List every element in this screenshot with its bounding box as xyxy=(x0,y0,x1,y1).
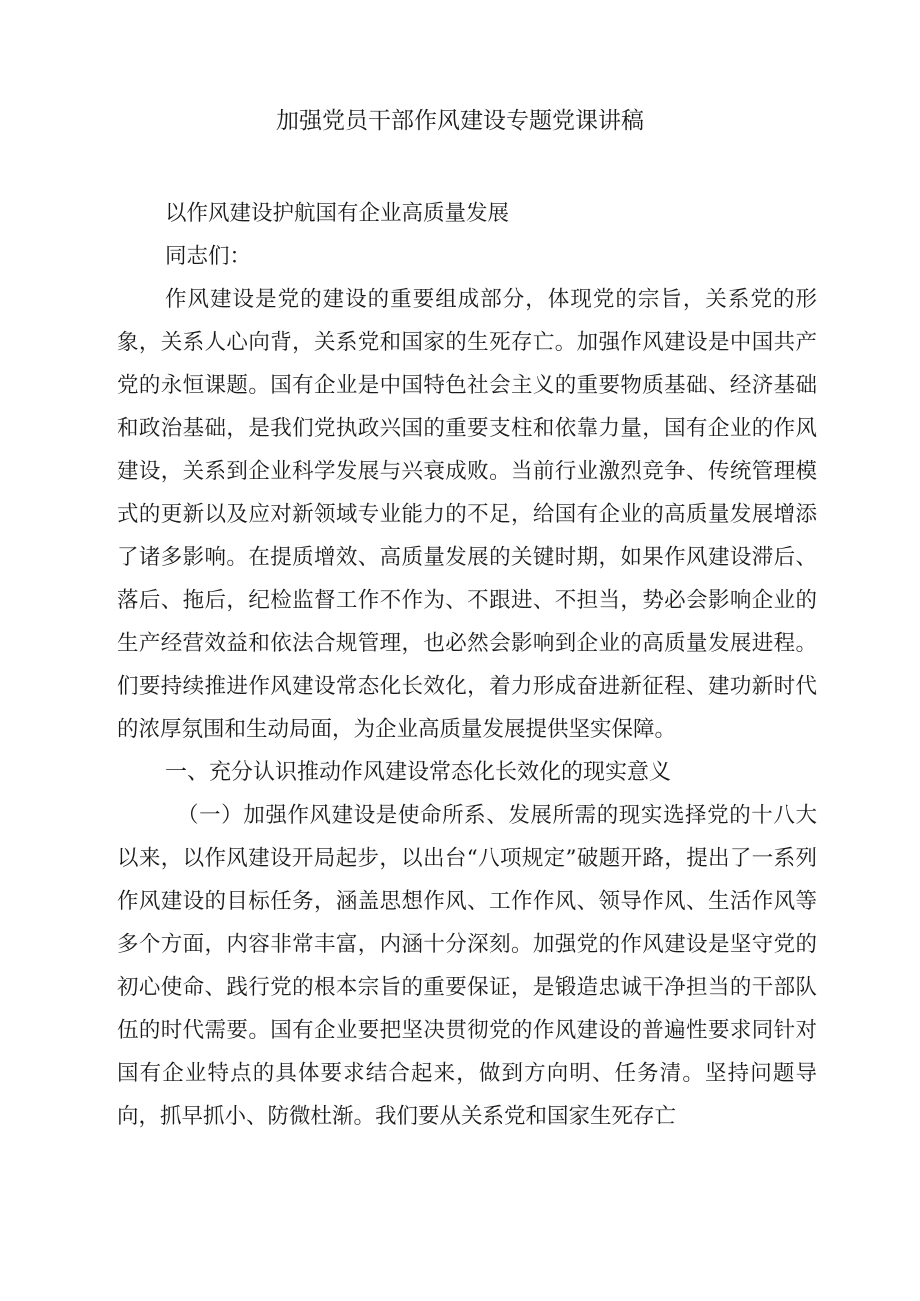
subsection-paragraph: （一）加强作风建设是使命所系、发展所需的现实选择党的十八大以来，以作风建设开局起步，以出台“八项规定”破题开路，提出了一系列作风建设的目标任务，涵盖思想作风、工作作风、领导作风、生活作风等多个方面，内容非常丰富，内涵十分深刻。加强党的作风建设是坚守党的初心使命、践行党的根本宗旨的重要保证，是锻造忠诚干净担当的干部队伍的时代需要。国有企业要把坚决贯彻党的作风建设的普遍性要求同针对国有企业特点的具体要求结合起来，做到方向明、任务清。坚持问题导向，抓早抓小、防微杜渐。我们要从关系党和国家生死存亡 xyxy=(117,803,817,1129)
document-subtitle: 以作风建设护航国有企业高质量发展 xyxy=(165,201,510,226)
document-title: 加强党员干部作风建设专题党课讲稿 xyxy=(276,108,644,134)
body-paragraph: 作风建设是党的建设的重要组成部分，体现党的宗旨，关系党的形象，关系人心向背，关系党和国家的生死存亡。加强作风建设是中国共产党的永恒课题。国有企业是中国特色社会主义的重要物质基础、经济基础和政治基础，是我们党执政兴国的重要支柱和依靠力量，国有企业的作风建设，关系到企业科学发展与兴衰成败。当前行业激烈竞争、传统管理模式的更新以及应对新领域专业能力的不足，给国有企业的高质量发展增添了诸多影响。在提质增效、高质量发展的关键时期，如果作风建设滞后、落后、拖后，纪检监督工作不作为、不跟进、不担当，势必会影响企业的生产经营效益和依法合规管理，也必然会影响到企业的高质量发展进程。们要持续推进作风建设常态化长效化，着力形成奋进新征程、建功新时代的浓厚氛围和生动局面，为企业高质量发展提供坚实保障。 xyxy=(117,287,817,742)
section-heading: 一、充分认识推动作风建设常态化长效化的现实意义 xyxy=(165,760,672,785)
document-body xyxy=(117,192,817,1138)
greeting: 同志们： xyxy=(165,244,252,269)
